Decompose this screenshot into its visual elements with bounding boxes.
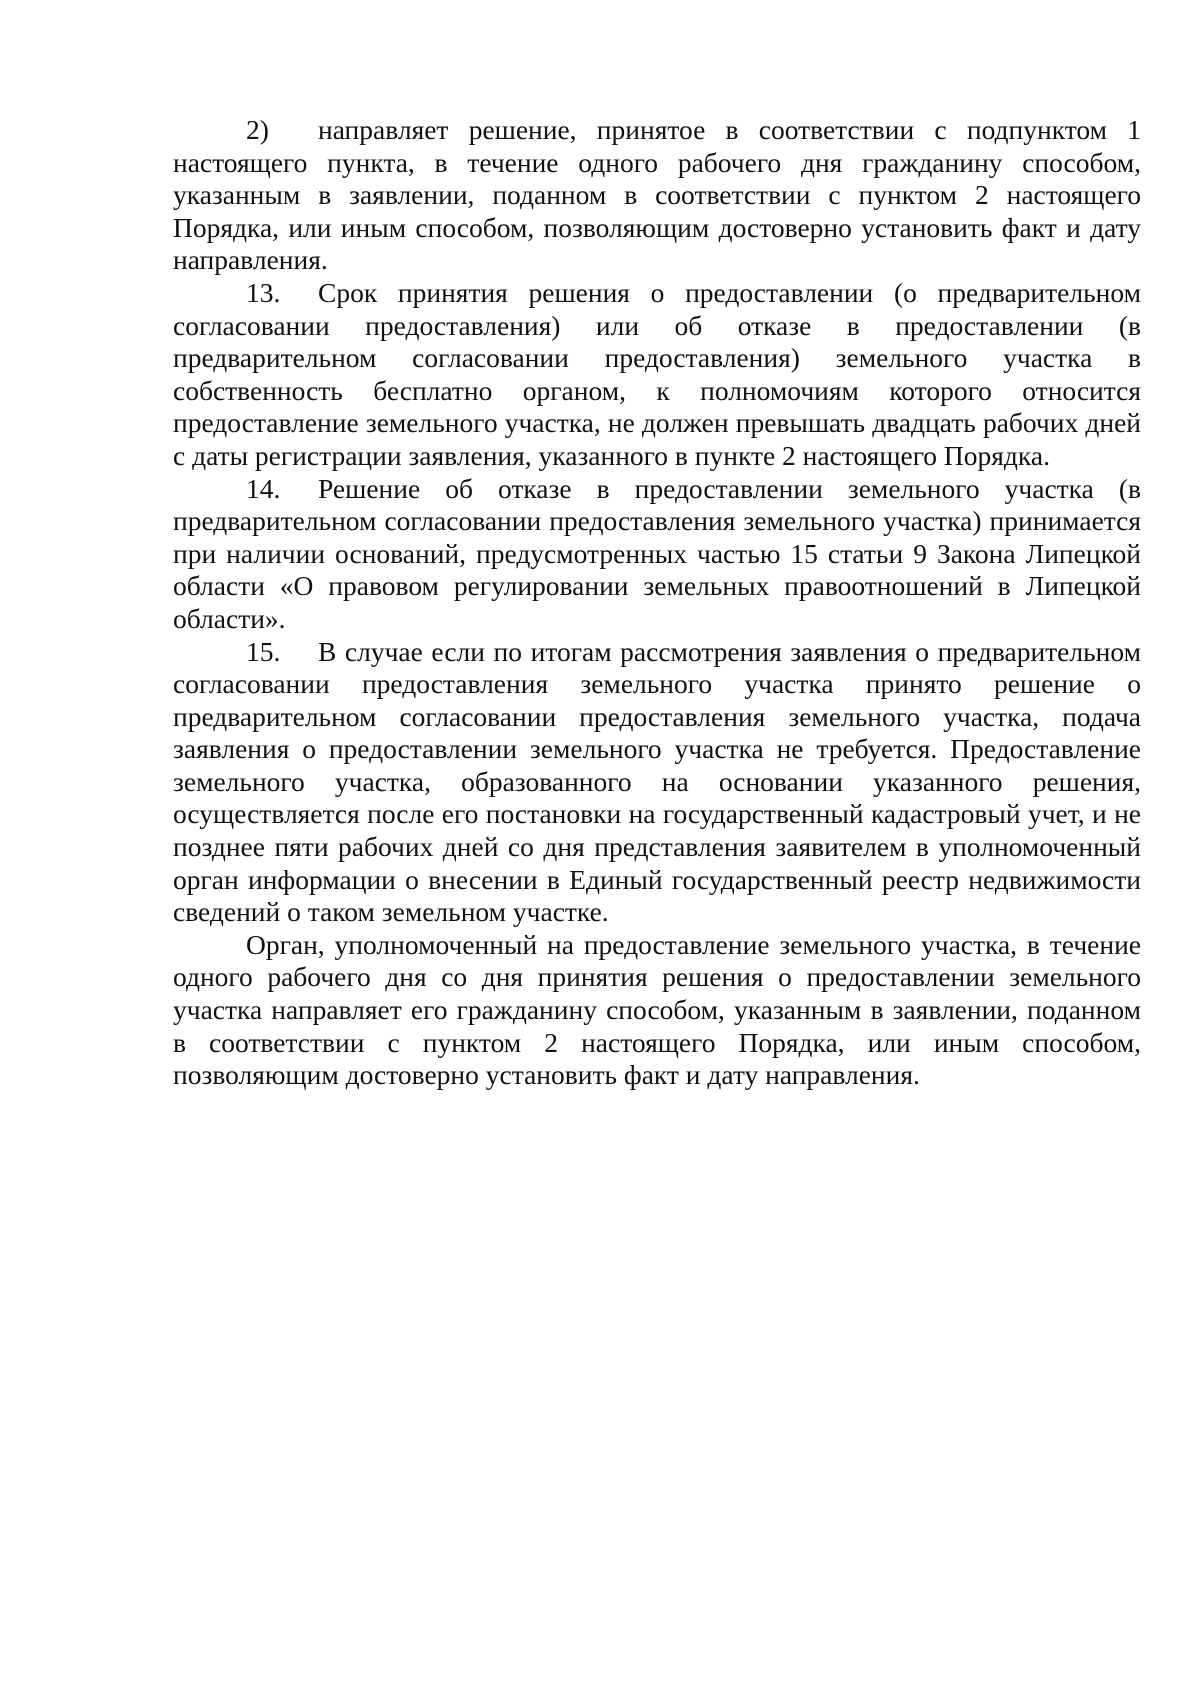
paragraph-text: Срок принятия решения о предоставлении (о предварительном согласовании предоставления) или об отказе в предоставлении (в предварительном согласовании предоставления) земельного участка в собственность бесплатно органом, к полномочиям которого относится предоставление земельного участка, не должен превышать двадцать рабочих дней с даты регистрации заявления, указанного в пункте 2 настоящего Порядка. [173,276,1141,471]
paragraph-number: 14. [246,472,281,504]
paragraph-text: В случае если по итогам рассмотрения заявления о предварительном согласовании предоставления земельного участка принято решение о предварительном согласовании предоставления земельного участка, подача заявления о предоставлении земельного участка не требуется. Предоставление земельного участка, образованного на основании указанного решения, осуществляется после его постановки на государственный кадастровый учет, и не позднее пяти рабочих дней со дня представления заявителем в уполномоченный орган информации о внесении в Единый государственный реестр недвижимости сведений о таком земельном участке. [173,635,1141,928]
paragraph-item-2 [173,114,1141,277]
paragraph-number: 13. [246,276,281,308]
paragraph-text: Решение об отказе в предоставлении земельного участка (в предварительном согласовании предоставления земельного участка) принимается при наличии оснований, предусмотренных частью 15 статьи 9 Закона Липецкой области «О правовом регулировании земельных правоотношений в Липецкой области». [173,472,1141,634]
paragraph-organ [173,929,1141,1092]
document-body [173,114,1141,1092]
paragraph-number: 2) [246,114,269,145]
paragraph-item-14 [173,473,1141,636]
paragraph-number: 15. [246,635,281,667]
paragraph-text: направляет решение, принятое в соответствии с подпунктом 1 настоящего пункта, в течение одного рабочего дня гражданину способом, указанным в заявлении, поданном в соответствии с пунктом 2 настоящего Порядка, или иным способом, позволяющим достоверно установить факт и дату направления. [173,114,1141,276]
paragraph-text: Орган, уполномоченный на предоставление земельного участка, в течение одного рабочего дня со дня принятия решения о предоставлении земельного участка направляет его гражданину способом, указанным в заявлении, поданном в соответствии с пунктом 2 настоящего Порядка, или иным способом, позволяющим достоверно установить факт и дату направления. [173,928,1141,1091]
paragraph-item-13 [173,277,1141,473]
paragraph-item-15 [173,636,1141,929]
